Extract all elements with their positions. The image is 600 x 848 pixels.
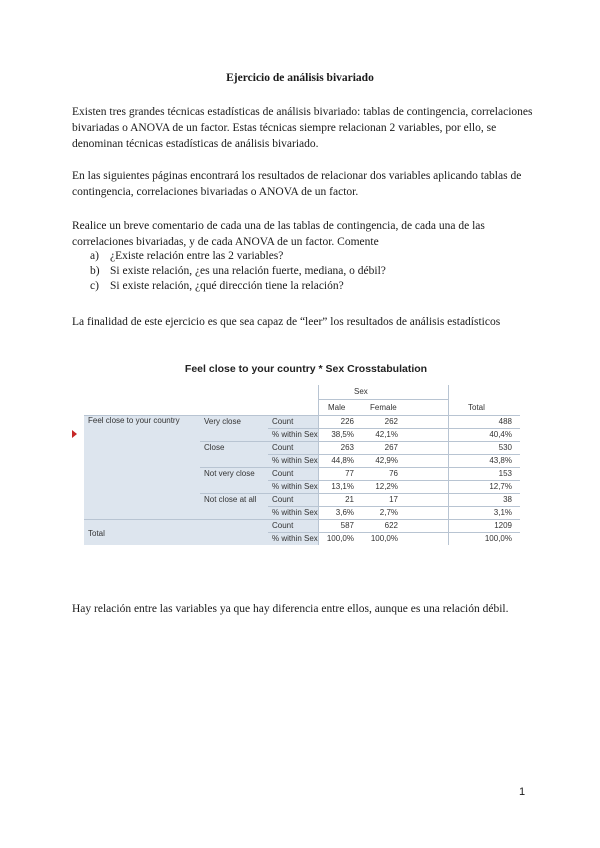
table-cell: 38 (503, 495, 512, 504)
row-statistic: Count (272, 495, 294, 504)
table-cell: 267 (384, 443, 398, 452)
table-cell: 587 (340, 521, 354, 530)
table-cell: 1209 (494, 521, 512, 530)
list-marker: c) (90, 280, 99, 292)
row-statistic: % within Sex (272, 534, 318, 543)
col-header-total: Total (468, 403, 485, 412)
table-cell: 17 (389, 495, 398, 504)
table-cell: 100,0% (326, 534, 354, 543)
table-cell: 226 (340, 417, 354, 426)
table-cell: 3,1% (493, 508, 512, 517)
group-header: Sex (354, 387, 368, 396)
intro-paragraph: Existen tres grandes técnicas estadísticas de análisis bivariado: tablas de contingencia, correlaciones bivariadas o ANOVA de un factor. Estas técnicas siempre relacionan 2 variables, por ello, se denominan técnicas estadísticas de análisis bivariado. (72, 106, 533, 150)
row-category: Not very close (204, 469, 255, 478)
table-cell: 263 (340, 443, 354, 452)
row-marker-icon (72, 430, 77, 438)
row-category: Very close (204, 417, 241, 426)
table-cell: 77 (345, 469, 354, 478)
table-cell: 38,5% (331, 430, 354, 439)
table-cell: 530 (498, 443, 512, 452)
table-cell: 100,0% (370, 534, 398, 543)
row-category: Close (204, 443, 225, 452)
table-cell: 44,8% (331, 456, 354, 465)
row-statistic: Count (272, 521, 294, 530)
list-item (90, 279, 386, 294)
table-cell: 76 (389, 469, 398, 478)
crosstab-grid (84, 385, 520, 545)
row-statistic: % within Sex (272, 508, 318, 517)
purpose-paragraph: La finalidad de este ejercicio es que sea capaz de “leer” los resultados de análisis estadísticos (72, 316, 501, 328)
row-statistic: Count (272, 469, 294, 478)
col-header-male: Male (328, 403, 346, 412)
table-cell: 42,9% (375, 456, 398, 465)
row-statistic: % within Sex (272, 430, 318, 439)
document-title: Ejercicio de análisis bivariado (226, 72, 374, 84)
table-cell: 21 (345, 495, 354, 504)
table-cell: 43,8% (489, 456, 512, 465)
table-cell: 13,1% (331, 482, 354, 491)
table-cell: 12,2% (375, 482, 398, 491)
list-text: Si existe relación, ¿es una relación fuerte, mediana, o débil? (110, 265, 386, 277)
row-variable-label: Feel close to your country (88, 416, 180, 425)
table-cell: 100,0% (484, 534, 512, 543)
results-paragraph: En las siguientes páginas encontrará los resultados de relacionar dos variables aplicando tablas de contingencia, correlaciones bivariadas o ANOVA de un factor. (72, 170, 522, 198)
table-cell: 2,7% (379, 508, 398, 517)
table-cell: 488 (498, 417, 512, 426)
col-header-female: Female (370, 403, 397, 412)
list-item (90, 249, 386, 264)
row-statistic: % within Sex (272, 482, 318, 491)
list-text: ¿Existe relación entre las 2 variables? (110, 250, 284, 262)
crosstab-table (72, 363, 528, 543)
table-cell: 153 (498, 469, 512, 478)
table-cell: 3,6% (335, 508, 354, 517)
page-number: 1 (519, 786, 526, 798)
instructions-paragraph: Realice un breve comentario de cada una de las tablas de contingencia, de cada una de las correlaciones bivariadas, y de cada ANOVA de un factor. Comente (72, 220, 485, 248)
list-item (90, 264, 386, 279)
row-statistic: % within Sex (272, 456, 318, 465)
question-list (90, 249, 386, 294)
table-cell: 262 (384, 417, 398, 426)
list-marker: a) (90, 250, 99, 262)
crosstab-title: Feel close to your country * Sex Crosstabulation (184, 363, 428, 375)
row-statistic: Count (272, 443, 294, 452)
total-row-label: Total (88, 529, 105, 538)
row-category: Not close at all (204, 495, 257, 504)
table-cell: 622 (384, 521, 398, 530)
table-cell: 40,4% (489, 430, 512, 439)
list-marker: b) (90, 265, 100, 277)
row-statistic: Count (272, 417, 294, 426)
table-cell: 12,7% (489, 482, 512, 491)
table-cell: 42,1% (375, 430, 398, 439)
answer-paragraph: Hay relación entre las variables ya que hay diferencia entre ellos, aunque es una relación débil. (72, 603, 509, 615)
list-text: Si existe relación, ¿qué dirección tiene la relación? (110, 280, 344, 292)
